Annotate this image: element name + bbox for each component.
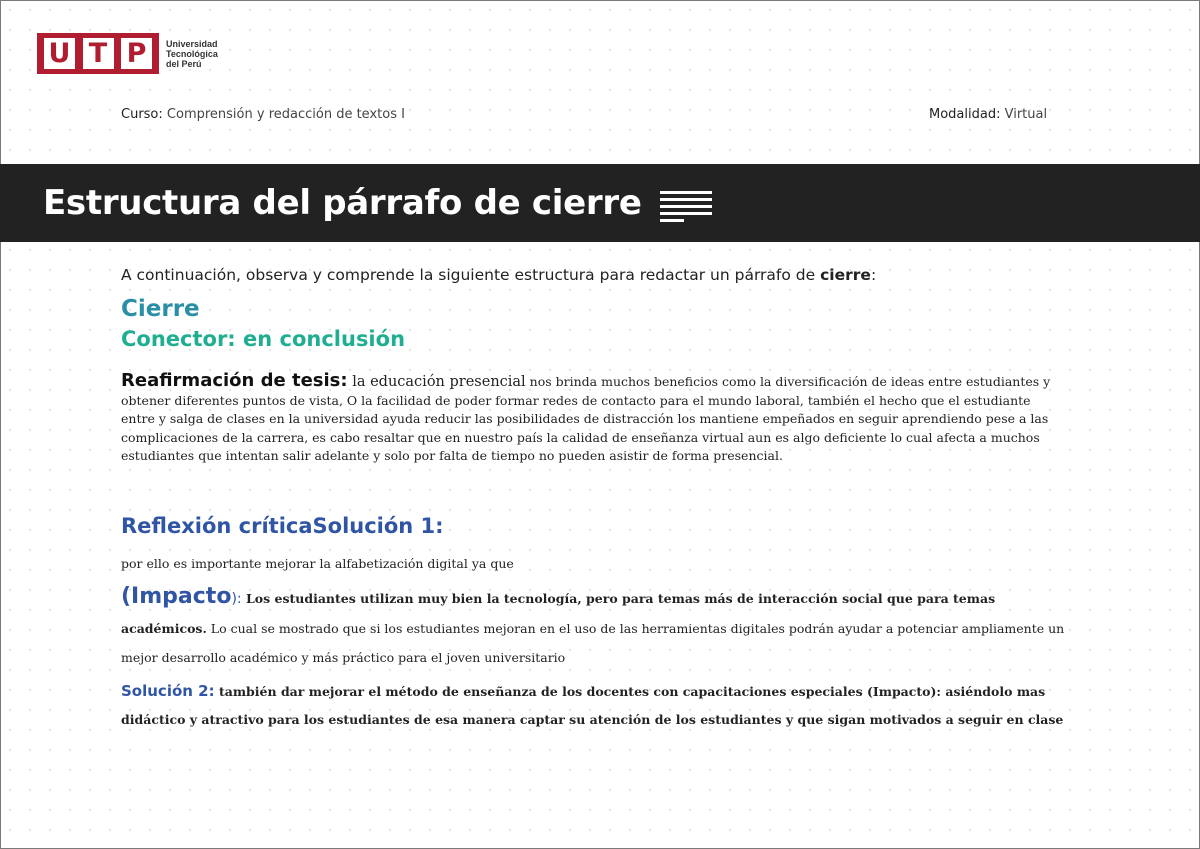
impacto-text: Lo cual se mostrado que si los estudiantes mejoran en el uso de las herramientas digitales podrán ayudar a potenciar ampliamente un mejor desarrollo académico y más práctico para el joven universitario [121,621,1065,665]
solucion2-label: Solución 2: [121,682,215,700]
title-banner [0,164,1200,242]
solucion2-paragraph [121,677,1081,734]
mode-value: Virtual [1000,107,1048,122]
mode-info [929,107,1047,122]
reafirmacion-lead: la educación presencial [347,374,526,390]
solucion2-text: también dar mejorar el método de enseñanza de los docentes con capacitaciones especiales (Impacto): asiéndolo mas didáctico y atractivo para los estudiantes de esa manera captar su atención de los estudiantes y que sigan motivados a seguir en clase [121,684,1064,727]
logo-text [166,39,218,69]
reafirmacion-paragraph [121,372,1066,466]
heading-cierre: Cierre [121,296,200,322]
logo-mark [37,33,159,74]
course-key: Curso: [121,107,163,122]
reafirmacion-label: Reafirmación de tesis: [121,370,348,391]
logo-text-line: Universidad [166,38,218,49]
course-value: Comprensión y redacción de textos I [162,107,405,122]
page-title: Estructura del párrafo de cierre [43,183,642,223]
logo-letter-t: T [83,38,114,69]
impacto-paragraph [121,582,1081,672]
heading-reflexion: Reflexión críticaSolución 1: [121,514,444,538]
text-lines-icon [660,191,712,222]
intro-post: : [870,266,877,284]
impacto-bold: Los estudiantes utilizan muy bien la tecnología, pero para temas más de interacción social que para temas académicos. [121,591,996,636]
mode-key: Modalidad: [929,107,1001,122]
intro-pre: A continuación, observa y comprende la siguiente estructura para redactar un párrafo de [121,266,821,284]
impacto-colon: ): [231,591,242,607]
logo-text-line: del Perú [166,58,202,69]
solucion1-text: por ello es importante mejorar la alfabetización digital ya que [121,556,514,571]
intro-text [121,266,876,284]
impacto-label: (Impacto [121,584,232,609]
reafirmacion-text: nos brinda muchos beneficios como la diversificación de ideas entre estudiantes y obtener diferentes puntos de vista, O la facilidad de poder formar redes de contacto para el mundo laboral, también el hecho que el estudiante entre y salga de clases en la universidad ayuda reducir las posibilidades de distracción los mantiene empeñados en seguir aprendiendo pese a las complicaciones de la carrera, es cabo resaltar que en nuestro país la calidad de enseñanza virtual aun es algo deficiente lo cual afecta a muchos estudiantes que intentan salir adelante y solo por falta de tiempo no pueden asistir de forma presencial. [121,374,1051,463]
heading-conector: Conector: en conclusión [121,327,406,351]
course-info [121,107,405,122]
logo-letter-u: U [44,38,75,69]
utp-logo [37,33,218,74]
logo-letter-p: P [121,38,152,69]
logo-text-line: Tecnológica [166,48,218,59]
intro-bold: cierre [820,266,871,284]
